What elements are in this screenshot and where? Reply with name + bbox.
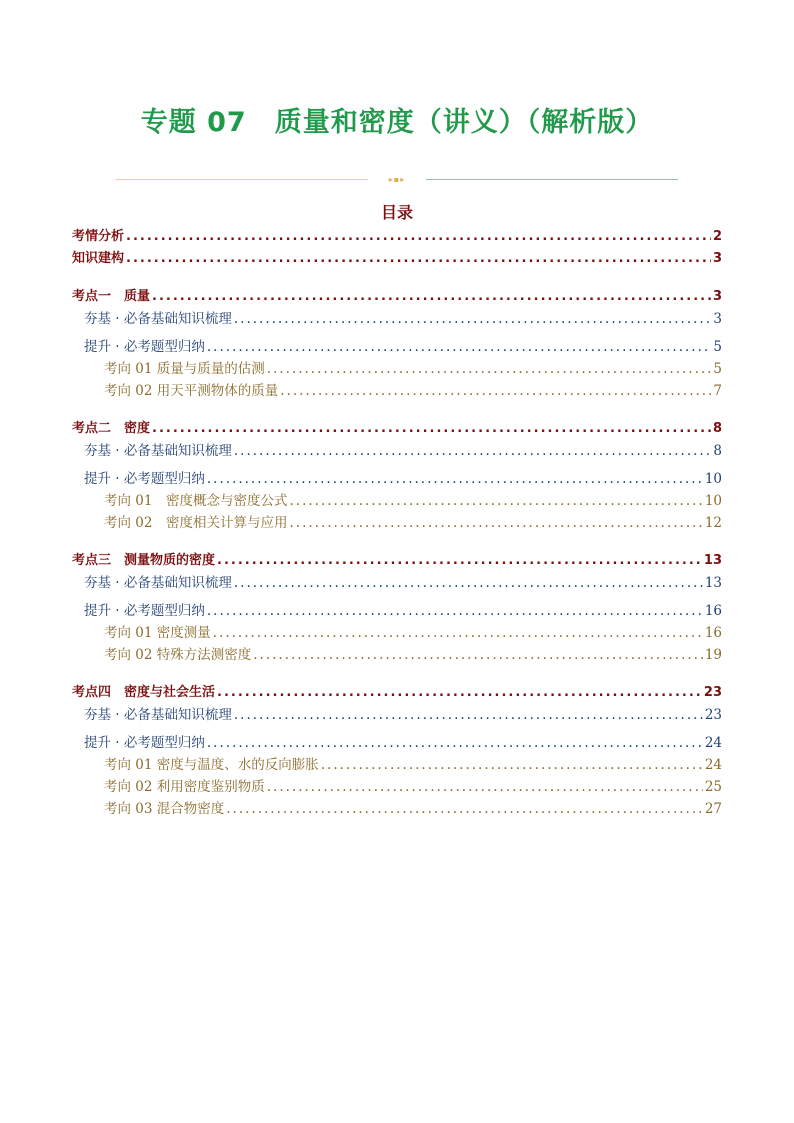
toc-entry-label: 考向 01 密度测量 [104,625,211,641]
toc-entry-page: 10 [704,493,722,509]
toc-entry-page: 7 [713,383,722,399]
toc-leader-dots [217,550,702,572]
toc-leader-dots [126,248,711,270]
toc-leader-dots [217,682,702,704]
toc-entry-page: 8 [712,421,722,436]
toc-entry[interactable] [72,418,722,440]
toc-entry-page: 23 [703,685,722,700]
toc-entry[interactable] [72,572,722,594]
toc-entry-label: 考向 02 特殊方法测密度 [104,647,252,663]
toc-leader-dots [226,798,703,820]
toc-leader-dots [152,418,711,440]
toc-entry[interactable] [72,358,722,380]
toc-entry-label: 考向 01 密度概念与密度公式 [104,493,288,509]
toc-entry-page: 3 [713,311,722,327]
toc-entry[interactable] [72,468,722,490]
toc-entry-page: 3 [712,251,722,266]
toc-leader-dots [253,644,703,666]
toc-entry-label: 考向 01 密度与温度、水的反向膨胀 [104,757,319,773]
toc-entry[interactable] [72,440,722,462]
toc-entry-label: 提升 · 必考题型归纳 [84,735,205,751]
toc-entry-label: 提升 · 必考题型归纳 [84,471,205,487]
toc-leader-dots [126,226,711,248]
toc-entry-label: 考向 03 混合物密度 [104,801,225,817]
toc-entry[interactable] [72,248,722,270]
toc-leader-dots [234,440,712,462]
toc-entry-page: 13 [704,575,722,591]
toc-entry[interactable] [72,600,722,622]
toc-entry[interactable] [72,682,722,704]
table-of-contents [72,226,722,820]
toc-entry[interactable] [72,704,722,726]
toc-entry-page: 5 [713,361,722,377]
divider-line-left [116,179,368,180]
toc-leader-dots [234,704,703,726]
divider-line-right [426,179,678,180]
toc-leader-dots [267,776,703,798]
toc-entry-page: 13 [703,553,722,568]
toc-entry-label: 考点三 测量物质的密度 [72,553,216,568]
toc-entry[interactable] [72,490,722,512]
toc-entry-label: 提升 · 必考题型归纳 [84,339,205,355]
toc-entry-label: 考向 02 利用密度鉴别物质 [104,779,265,795]
toc-entry-page: 16 [704,603,722,619]
toc-entry-label: 考情分析 [72,229,125,244]
toc-entry-page: 27 [704,801,722,817]
toc-entry[interactable] [72,798,722,820]
toc-heading: 目录 [380,203,413,222]
toc-entry-label: 考向 01 质量与质量的估测 [104,361,265,377]
toc-leader-dots [213,622,703,644]
toc-entry[interactable] [72,308,722,330]
toc-entry[interactable] [72,512,722,534]
toc-entry[interactable] [72,644,722,666]
toc-entry[interactable] [72,776,722,798]
toc-leader-dots [234,308,712,330]
toc-leader-dots [280,380,711,402]
toc-entry-page: 5 [713,339,722,355]
toc-entry[interactable] [72,622,722,644]
toc-entry[interactable] [72,226,722,248]
toc-entry-page: 24 [704,757,722,773]
divider-ornament-icon: ▸▪▸ [388,175,406,184]
toc-entry-label: 夯基 · 必备基础知识梳理 [84,707,232,723]
toc-entry-page: 23 [704,707,722,723]
toc-entry-label: 提升 · 必考题型归纳 [84,603,205,619]
toc-entry-page: 2 [712,229,722,244]
toc-leader-dots [207,732,703,754]
toc-entry-label: 夯基 · 必备基础知识梳理 [84,575,232,591]
toc-entry-page: 8 [713,443,722,459]
toc-entry[interactable] [72,336,722,358]
toc-entry-page: 25 [704,779,722,795]
toc-entry[interactable] [72,286,722,308]
toc-leader-dots [234,572,703,594]
toc-entry-page: 16 [704,625,722,641]
toc-leader-dots [321,754,703,776]
toc-entry-page: 12 [704,515,722,531]
toc-entry-label: 考点二 密度 [72,421,151,436]
toc-entry-page: 19 [704,647,722,663]
toc-leader-dots [267,358,712,380]
toc-entry-label: 考点四 密度与社会生活 [72,685,216,700]
toc-entry[interactable] [72,732,722,754]
toc-entry[interactable] [72,550,722,572]
toc-entry[interactable] [72,754,722,776]
toc-entry[interactable] [72,380,722,402]
toc-entry-page: 24 [704,735,722,751]
toc-leader-dots [207,468,703,490]
document-title: 专题 07 质量和密度（讲义）（解析版） [140,107,654,138]
toc-leader-dots [152,286,711,308]
toc-leader-dots [289,490,702,512]
toc-leader-dots [289,512,702,534]
toc-entry-label: 知识建构 [72,251,125,266]
toc-entry-label: 夯基 · 必备基础知识梳理 [84,443,232,459]
toc-leader-dots [207,336,712,358]
toc-entry-page: 3 [712,289,722,304]
toc-entry-label: 考点一 质量 [72,289,151,304]
toc-entry-label: 考向 02 密度相关计算与应用 [104,515,288,531]
toc-entry-page: 10 [704,471,722,487]
toc-entry-label: 考向 02 用天平测物体的质量 [104,383,279,399]
title-divider [116,174,678,186]
toc-entry-label: 夯基 · 必备基础知识梳理 [84,311,232,327]
toc-leader-dots [207,600,703,622]
